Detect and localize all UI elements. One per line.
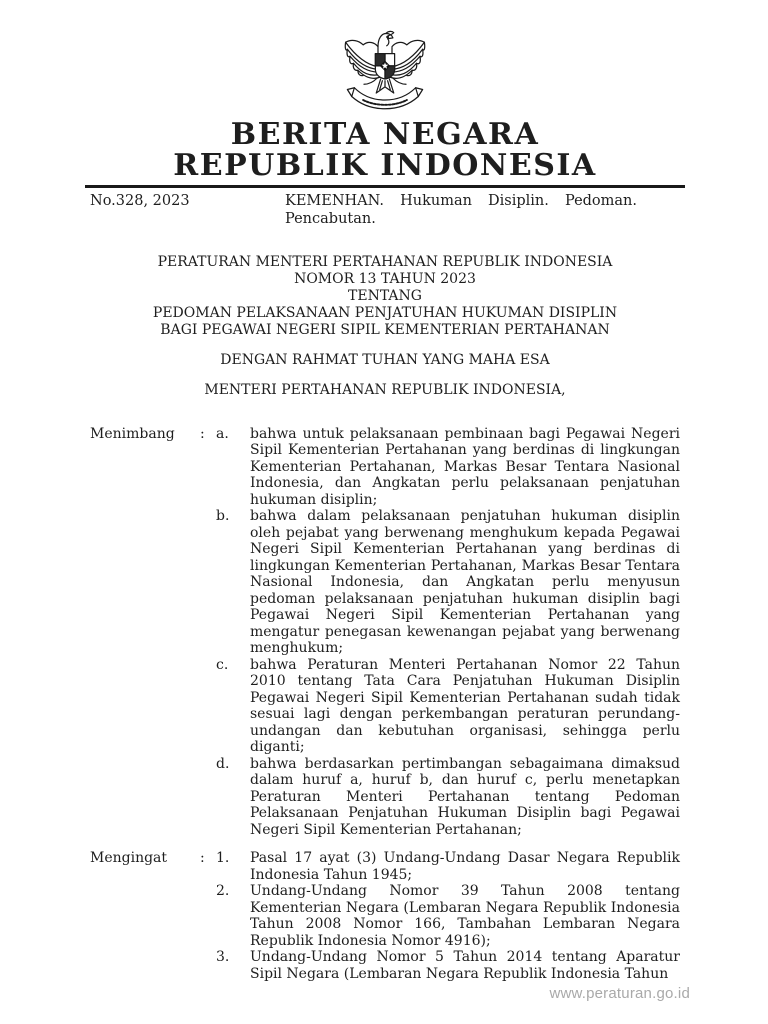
item-marker: 2.: [216, 883, 230, 899]
item-text: bahwa Peraturan Menteri Pertahanan Nomor 22 Tahun 2010 tentang Tata Cara Penjatuhan Hukuman Disiplin Pegawai Negeri Sipil Kementerian Pertahanan sudah tidak sesuai lagi dengan perkembangan peraturan perundang-undangan dan kebutuhan organisasi, sehingga perlu diganti;: [250, 656, 680, 755]
invocation-line: DENGAN RAHMAT TUHAN YANG MAHA ESA: [220, 351, 550, 368]
section-colon: :: [200, 425, 205, 442]
section-colon: :: [200, 850, 205, 866]
item-marker: 3.: [216, 949, 230, 965]
garuda-pancasila-emblem: [335, 30, 435, 114]
list-item-c: [216, 657, 680, 756]
emblem-container: [90, 0, 680, 114]
website-watermark: www.peraturan.go.id: [549, 985, 690, 1002]
item-marker: b.: [216, 508, 230, 524]
list-item-b: [216, 508, 680, 657]
regulation-title-line-1: PERATURAN MENTERI PERTAHANAN REPUBLIK INDONESIA: [157, 253, 613, 270]
regulation-title-line-2: NOMOR 13 TAHUN 2023: [294, 270, 476, 287]
regulation-title-line-5: BAGI PEGAWAI NEGERI SIPIL KEMENTERIAN PERTAHANAN: [160, 321, 610, 338]
regulation-title-block: [90, 254, 680, 399]
list-item-a: [216, 426, 680, 509]
item-text: bahwa untuk pelaksanaan pembinaan bagi Pegawai Negeri Sipil Kementerian Pertahanan yang berdinas di lingkungan Kementerian Pertahanan, Markas Besar Tentara Nasional Indonesia, dan Angkatan perlu pelaksanaan penjatuhan hukuman disiplin;: [250, 425, 680, 508]
item-text: bahwa berdasarkan pertimbangan sebagaimana dimaksud dalam huruf a, huruf b, dan huruf c, perlu menetapkan Peraturan Menteri Pertahanan tentang Pedoman Pelaksanaan Penjatuhan Hukuman Disiplin bagi Pegawai Negeri Sipil Kementerian Pertahanan;: [250, 755, 680, 838]
item-text: Pasal 17 ayat (3) Undang-Undang Dasar Negara Republik Indonesia Tahun 1945;: [250, 850, 680, 883]
section-items: [216, 426, 680, 839]
list-item-d: [216, 756, 680, 839]
regulation-title-line-4: PEDOMAN PELAKSANAAN PENJATUHAN HUKUMAN DISIPLIN: [152, 304, 618, 321]
item-marker: 1.: [216, 850, 230, 866]
list-item-2: [216, 883, 680, 949]
item-text: Undang-Undang Nomor 39 Tahun 2008 tentang Kementerian Negara (Lembaran Negara Republik Indonesia Tahun 2008 Nomor 166, Tambahan Lembaran Negara Republik Indonesia Nomor 4916);: [250, 883, 680, 949]
item-text: bahwa dalam pelaksanaan penjatuhan hukuman disiplin oleh pejabat yang berwenang menghukum kepada Pegawai Negeri Sipil Kementerian Pertahanan yang berdinas di lingkungan Kementerian Pertahanan, Markas Besar Tentara Nasional Indonesia, dan Angkatan perlu menyusun pedoman pelaksanaan penjatuhan hukuman disiplin bagi Pegawai Negeri Sipil Kementerian Pertahanan yang mengatur penegasan kewenangan pejabat yang berwenang menghukum;: [250, 508, 680, 656]
section-menimbang: [90, 426, 680, 839]
subject-keywords: KEMENHAN. Hukuman Disiplin. Pedoman. Pencabutan.: [285, 192, 637, 227]
masthead-line-1: BERITA NEGARA: [230, 117, 540, 152]
list-item-1: [216, 850, 680, 883]
gazette-meta-row: [90, 192, 680, 228]
masthead: [90, 119, 680, 181]
masthead-divider: [85, 185, 685, 188]
item-marker: c.: [216, 656, 229, 673]
section-label: Mengingat: [90, 850, 168, 866]
masthead-line-2: REPUBLIK INDONESIA: [173, 148, 597, 183]
regulation-title-line-3: TENTANG: [348, 287, 422, 304]
gazette-number: No.328, 2023: [90, 192, 190, 209]
item-marker: d.: [216, 755, 230, 772]
document-body: [90, 426, 680, 983]
item-text: Undang-Undang Nomor 5 Tahun 2014 tentang Aparatur Sipil Negara (Lembaran Negara Republik Indonesia Tahun: [250, 949, 680, 982]
list-item-3: [216, 949, 680, 982]
item-marker: a.: [216, 425, 229, 442]
authority-line: MENTERI PERTAHANAN REPUBLIK INDONESIA,: [204, 381, 566, 398]
section-mengingat: [90, 850, 680, 982]
section-items: [216, 850, 680, 982]
section-label: Menimbang: [90, 425, 175, 442]
